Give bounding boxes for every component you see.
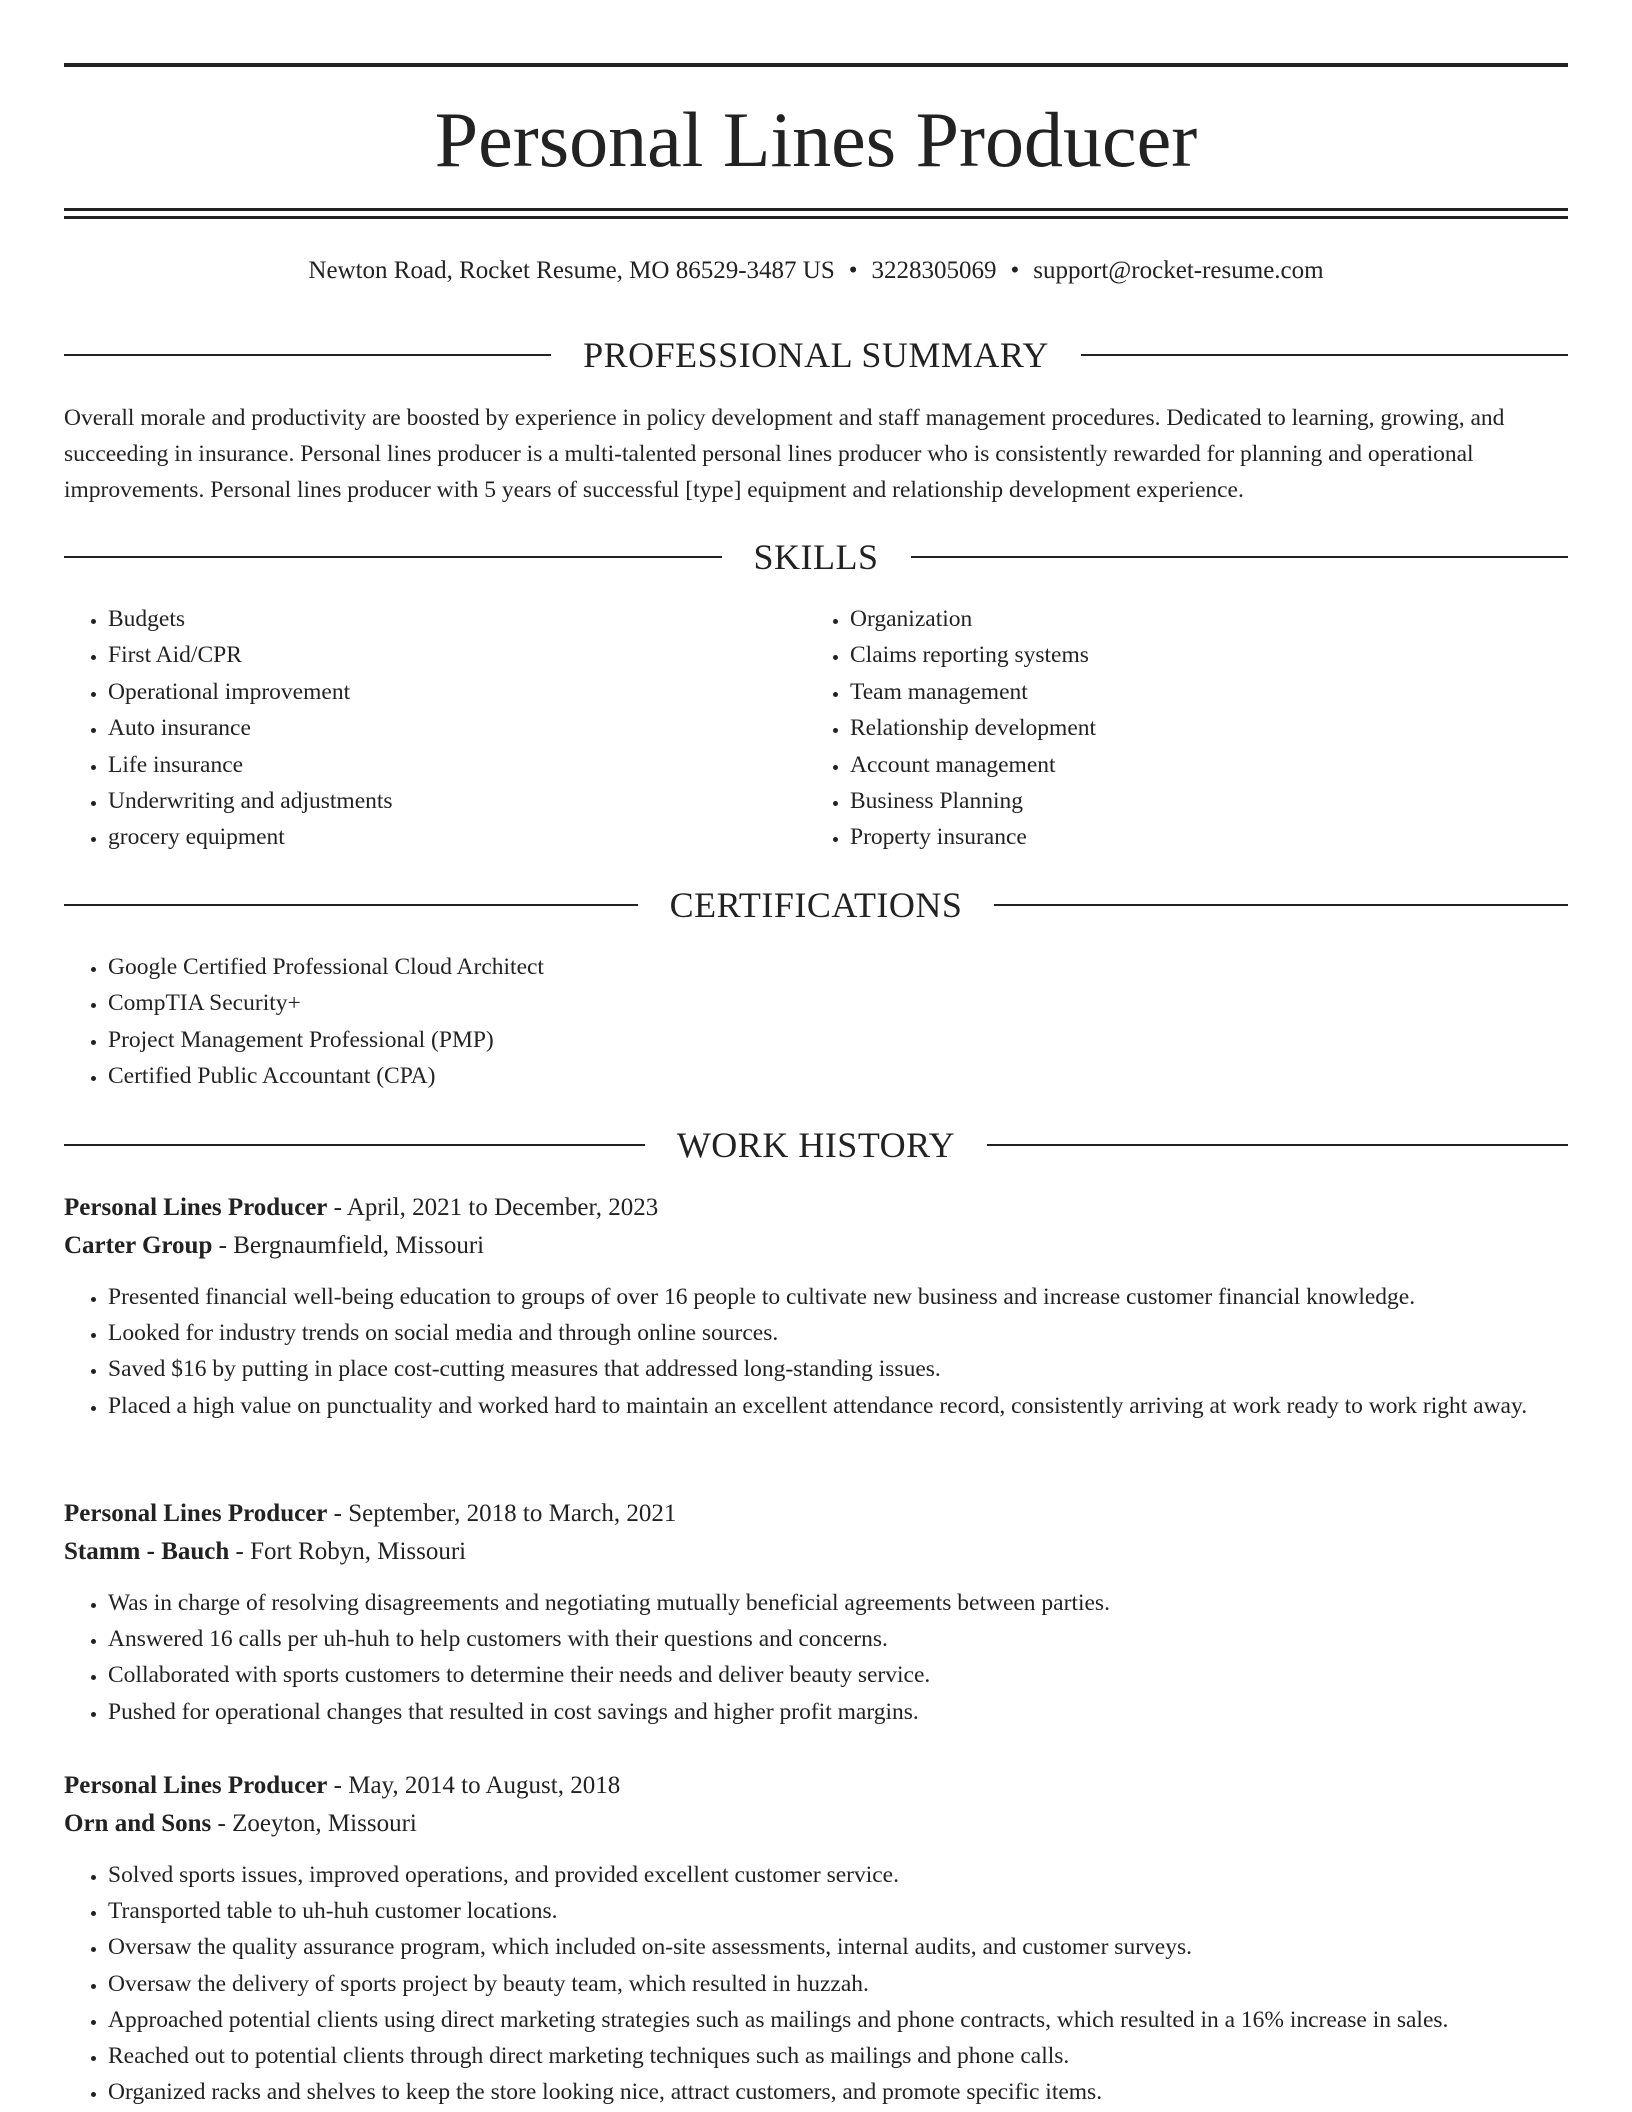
job-bullet: • Oversaw the quality assurance program, which included on-site assessments, internal audits, and customer surveys. (108, 1929, 1568, 1965)
section-rule (64, 1144, 645, 1146)
section-title-work-history: WORK HISTORY (676, 1125, 956, 1165)
section-header-work-history (64, 1125, 1568, 1165)
contact-separator: • (848, 257, 858, 284)
section-rule (64, 556, 722, 558)
job-bullet: • Organized racks and shelves to keep the store looking nice, attract customers, and promote specific items. (108, 2074, 1568, 2110)
job-location: - Zoeyton, Missouri (211, 1810, 417, 1837)
job-dates: - May, 2014 to August, 2018 (327, 1772, 621, 1799)
job-entry (64, 1767, 1568, 2110)
skill-item: • First Aid/CPR (108, 637, 764, 673)
job-bullet: • Was in charge of resolving disagreements and negotiating mutually beneficial agreements between parties. (108, 1585, 1568, 1621)
section-rule (994, 904, 1568, 906)
job-bullet: • Collaborated with sports customers to determine their needs and deliver beauty service. (108, 1657, 1568, 1693)
skill-item: • Life insurance (108, 747, 764, 783)
skills-column-left (64, 601, 764, 856)
job-bullet: • Approached potential clients using direct marketing strategies such as mailings and phone contracts, which resulted in a 16% increase in sales. (108, 2002, 1568, 2038)
skill-item: • Budgets (108, 601, 764, 637)
job-company: Stamm - Bauch (64, 1538, 230, 1565)
job-entry (64, 1495, 1568, 1730)
contact-line (64, 255, 1568, 287)
section-title-certifications: CERTIFICATIONS (669, 885, 963, 925)
section-rule (987, 1144, 1568, 1146)
certifications-list (64, 949, 1464, 1095)
contact-separator: • (1010, 257, 1020, 284)
section-header-summary (64, 335, 1568, 375)
skill-item: • Account management (850, 747, 1506, 783)
skill-item: • Team management (850, 674, 1506, 710)
job-bullets (64, 1585, 1568, 1730)
job-title: Personal Lines Producer (64, 1194, 328, 1221)
skills-list-left (64, 601, 764, 856)
section-rule (64, 904, 638, 906)
job-bullet: • Oversaw the delivery of sports project by beauty team, which resulted in huzzah. (108, 1966, 1568, 2002)
skills-list-right (806, 601, 1506, 856)
skill-item: • Underwriting and adjustments (108, 783, 764, 819)
job-dates: - September, 2018 to March, 2021 (327, 1500, 677, 1527)
skill-item: • Property insurance (850, 819, 1506, 855)
contact-email: support@rocket-resume.com (1033, 257, 1324, 284)
skill-item: • Relationship development (850, 710, 1506, 746)
section-title-summary: PROFESSIONAL SUMMARY (583, 335, 1049, 375)
job-bullet: • Looked for industry trends on social media and through online sources. (108, 1315, 1568, 1351)
contact-phone: 3228305069 (871, 257, 997, 284)
job-bullet: • Answered 16 calls per uh-huh to help customers with their questions and concerns. (108, 1621, 1568, 1657)
skill-item: • Auto insurance (108, 710, 764, 746)
section-rule (911, 556, 1569, 558)
skills-column-right (806, 601, 1506, 856)
job-bullet: • Reached out to potential clients through direct marketing techniques such as mailings and phone calls. (108, 2038, 1568, 2074)
job-bullet: • Presented financial well-being education to groups of over 16 people to cultivate new business and increase customer financial knowledge. (108, 1279, 1568, 1315)
certification-item: • Certified Public Accountant (CPA) (108, 1058, 1464, 1094)
professional-summary: Overall morale and productivity are boosted by experience in policy development and staff management procedures. Dedicated to learning, growing, and succeeding in insurance. Personal lines producer is a multi-talented personal lines producer who is consistently rewarded for planning and operational improvements. Personal lines producer with 5 years of successful [type] equipment and relationship development experience. (64, 405, 1505, 503)
section-header-certifications (64, 885, 1568, 925)
certification-item: • Project Management Professional (PMP) (108, 1022, 1464, 1058)
certification-item: • CompTIA Security+ (108, 985, 1464, 1021)
skill-item: • Operational improvement (108, 674, 764, 710)
skill-item: • grocery equipment (108, 819, 764, 855)
job-company-line (64, 1533, 1568, 1571)
job-bullet: • Solved sports issues, improved operations, and provided excellent customer service. (108, 1857, 1568, 1893)
job-title-line (64, 1767, 1568, 1805)
section-header-skills (64, 537, 1568, 577)
job-company-line (64, 1227, 1568, 1265)
certifications (64, 949, 1464, 1095)
resume-title: Personal Lines Producer (434, 96, 1198, 183)
job-title-line (64, 1189, 1568, 1227)
section-rule (64, 354, 551, 356)
job-bullet: • Transported table to uh-huh customer locations. (108, 1893, 1568, 1929)
job-bullet: • Pushed for operational changes that resulted in cost savings and higher profit margins. (108, 1694, 1568, 1730)
job-location: - Fort Robyn, Missouri (229, 1538, 467, 1565)
contact-address: Newton Road, Rocket Resume, MO 86529-3487 US (308, 257, 835, 284)
job-company-line (64, 1805, 1568, 1843)
section-title-skills: SKILLS (753, 537, 879, 577)
skill-item: • Business Planning (850, 783, 1506, 819)
job-entry (64, 1189, 1568, 1424)
job-bullets (64, 1857, 1568, 2110)
skill-item: • Claims reporting systems (850, 637, 1506, 673)
top-rule (64, 63, 1568, 67)
job-location: - Bergnaumfield, Missouri (212, 1232, 485, 1259)
job-bullets (64, 1279, 1568, 1424)
job-company: Orn and Sons (64, 1810, 212, 1837)
job-title: Personal Lines Producer (64, 1500, 328, 1527)
job-title-line (64, 1495, 1568, 1533)
title-double-rule (64, 208, 1568, 219)
job-title: Personal Lines Producer (64, 1772, 328, 1799)
certification-item: • Google Certified Professional Cloud Architect (108, 949, 1464, 985)
job-company: Carter Group (64, 1232, 213, 1259)
job-bullet: • Placed a high value on punctuality and worked hard to maintain an excellent attendance record, consistently arriving at work ready to work right away. (108, 1388, 1568, 1424)
job-dates: - April, 2021 to December, 2023 (327, 1194, 659, 1221)
section-rule (1081, 354, 1568, 356)
job-bullet: • Saved $16 by putting in place cost-cutting measures that addressed long-standing issues. (108, 1351, 1568, 1387)
skill-item: • Organization (850, 601, 1506, 637)
